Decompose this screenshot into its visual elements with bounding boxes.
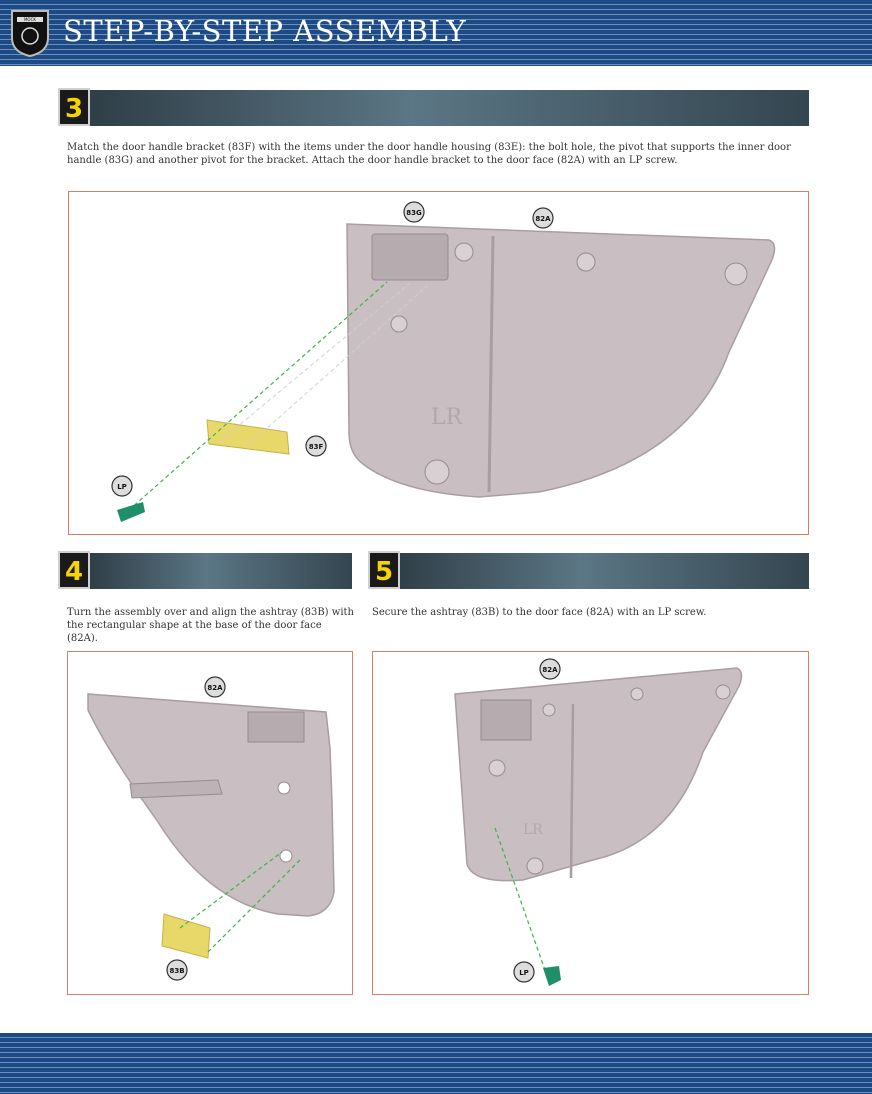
lp-screw [543,966,561,986]
step-4-instructions: Turn the assembly over and align the ashtray (83B) with the rectangular shape at the base of the door face (82A). [67,607,354,644]
ashtray-83b [162,914,210,958]
step-3-instructions: Match the door handle bracket (83F) with the items under the door handle housing (83E): the bolt hole, the pivot that supports the inner door handle (83G) and another pivot for the bracket. Attach the door handle bracket to the door face (82A) with an LP screw. [67,142,791,166]
svg-text:83F: 83F [308,443,324,451]
door-handle-housing [372,234,448,280]
label-83g [404,202,424,222]
step-5-bar [394,553,809,589]
label-82a [540,659,560,679]
step-3-number: 3 [58,88,90,126]
step-5-diagram [372,651,809,995]
logo-text: MOCK [23,17,37,22]
svg-text:82A: 82A [535,215,551,223]
svg-text:83G: 83G [406,209,422,217]
footer-band [0,1033,872,1094]
svg-text:LP: LP [117,483,127,491]
label-lp [514,962,534,982]
label-82a [533,208,553,228]
label-82a [205,677,225,697]
step-5-number: 5 [368,551,400,589]
svg-text:82A: 82A [542,666,558,674]
step-5-instructions: Secure the ashtray (83B) to the door face (82A) with an LP screw. [372,607,707,618]
step-4-bar [88,553,352,589]
part-marking: LR [431,405,463,430]
label-83b [167,960,187,980]
door-handle-bracket-83f [207,420,289,454]
lp-screw [117,502,145,522]
step-4-diagram [67,651,353,995]
label-lp [112,476,132,496]
brand-shield-icon [8,8,52,58]
step-3-diagram [68,191,809,535]
step-4-number: 4 [58,551,90,589]
part-marking: LR [523,822,543,838]
svg-text:LP: LP [519,969,529,977]
header-band [0,0,872,66]
step-3-bar [88,90,809,126]
label-83f [306,436,326,456]
svg-text:82A: 82A [207,684,223,692]
svg-text:83B: 83B [169,967,185,975]
page-title: STEP-BY-STEP ASSEMBLY [63,14,467,48]
